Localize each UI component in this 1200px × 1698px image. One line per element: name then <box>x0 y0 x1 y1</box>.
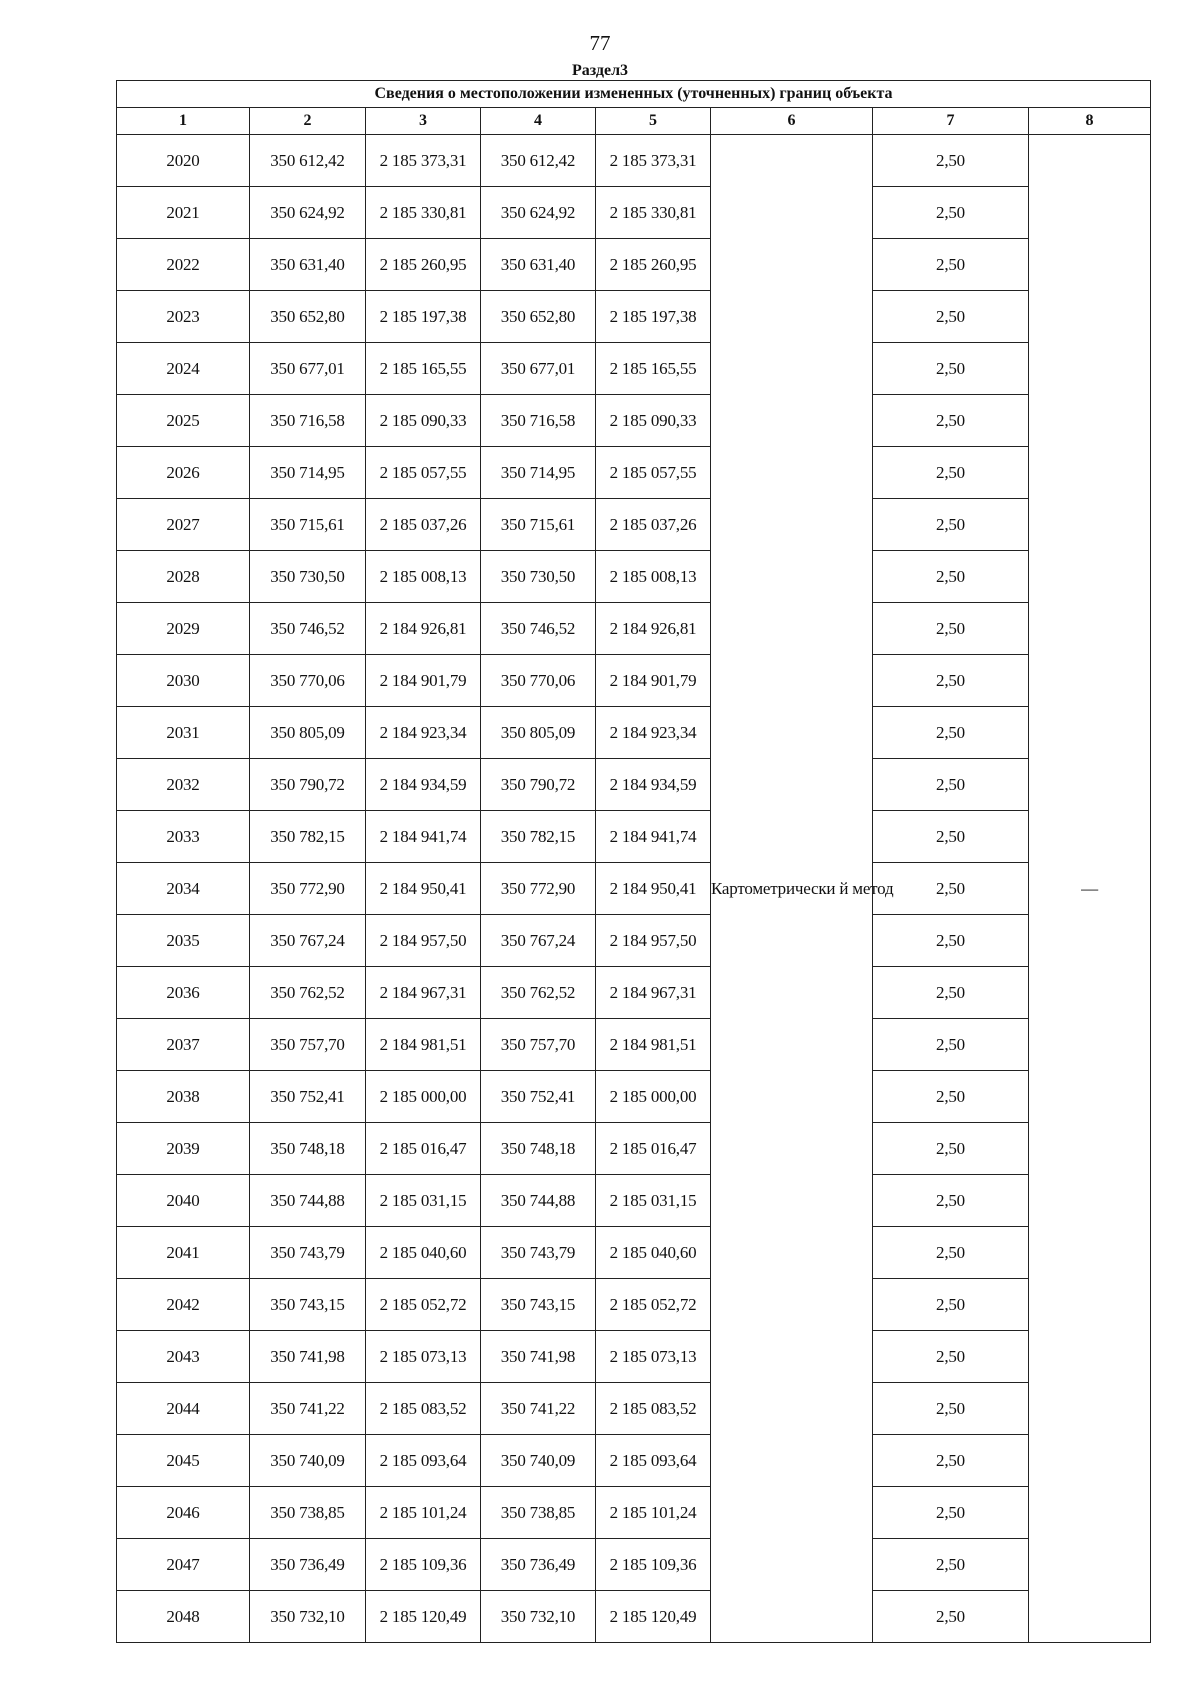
y-old-cell: 2 184 926,81 <box>366 603 481 655</box>
precision-cell: 2,50 <box>873 1123 1029 1175</box>
point-number-cell: 2046 <box>117 1487 250 1539</box>
y-new-cell: 2 185 040,60 <box>596 1227 711 1279</box>
x-new-cell: 350 782,15 <box>481 811 596 863</box>
x-new-cell: 350 624,92 <box>481 187 596 239</box>
y-new-cell: 2 184 923,34 <box>596 707 711 759</box>
table-row <box>117 1175 1151 1227</box>
point-number-cell: 2039 <box>117 1123 250 1175</box>
point-number-cell: 2024 <box>117 343 250 395</box>
y-new-cell: 2 184 957,50 <box>596 915 711 967</box>
x-new-cell: 350 741,22 <box>481 1383 596 1435</box>
y-old-cell: 2 184 967,31 <box>366 967 481 1019</box>
precision-cell: 2,50 <box>873 915 1029 967</box>
point-number-cell: 2025 <box>117 395 250 447</box>
table-row <box>117 863 1151 915</box>
point-number-cell: 2047 <box>117 1539 250 1591</box>
method-cell: Картометрически й метод <box>711 135 873 1643</box>
point-number-cell: 2041 <box>117 1227 250 1279</box>
x-new-cell: 350 740,09 <box>481 1435 596 1487</box>
point-number-cell: 2044 <box>117 1383 250 1435</box>
precision-cell: 2,50 <box>873 1331 1029 1383</box>
precision-cell: 2,50 <box>873 499 1029 551</box>
precision-cell: 2,50 <box>873 1227 1029 1279</box>
y-new-cell: 2 185 090,33 <box>596 395 711 447</box>
y-new-cell: 2 185 101,24 <box>596 1487 711 1539</box>
precision-cell: 2,50 <box>873 239 1029 291</box>
y-new-cell: 2 185 073,13 <box>596 1331 711 1383</box>
table-row <box>117 915 1151 967</box>
x-new-cell: 350 744,88 <box>481 1175 596 1227</box>
x-new-cell: 350 746,52 <box>481 603 596 655</box>
x-new-cell: 350 716,58 <box>481 395 596 447</box>
x-old-cell: 350 743,15 <box>250 1279 366 1331</box>
y-new-cell: 2 185 052,72 <box>596 1279 711 1331</box>
y-old-cell: 2 184 901,79 <box>366 655 481 707</box>
notes-cell: — <box>1029 135 1151 1643</box>
point-number-cell: 2021 <box>117 187 250 239</box>
point-number-cell: 2028 <box>117 551 250 603</box>
table-row <box>117 707 1151 759</box>
y-new-cell: 2 184 981,51 <box>596 1019 711 1071</box>
point-number-cell: 2042 <box>117 1279 250 1331</box>
y-old-cell: 2 185 120,49 <box>366 1591 481 1643</box>
table-row <box>117 291 1151 343</box>
y-old-cell: 2 184 934,59 <box>366 759 481 811</box>
x-new-cell: 350 714,95 <box>481 447 596 499</box>
x-old-cell: 350 631,40 <box>250 239 366 291</box>
precision-cell: 2,50 <box>873 291 1029 343</box>
table-row <box>117 239 1151 291</box>
y-new-cell: 2 185 330,81 <box>596 187 711 239</box>
x-old-cell: 350 741,22 <box>250 1383 366 1435</box>
y-new-cell: 2 185 008,13 <box>596 551 711 603</box>
x-old-cell: 350 715,61 <box>250 499 366 551</box>
column-header: 8 <box>1029 108 1151 135</box>
precision-cell: 2,50 <box>873 759 1029 811</box>
y-new-cell: 2 185 165,55 <box>596 343 711 395</box>
precision-cell: 2,50 <box>873 863 1029 915</box>
x-old-cell: 350 782,15 <box>250 811 366 863</box>
x-old-cell: 350 746,52 <box>250 603 366 655</box>
precision-cell: 2,50 <box>873 1019 1029 1071</box>
table-row <box>117 499 1151 551</box>
y-new-cell: 2 185 120,49 <box>596 1591 711 1643</box>
point-number-cell: 2035 <box>117 915 250 967</box>
x-old-cell: 350 743,79 <box>250 1227 366 1279</box>
precision-cell: 2,50 <box>873 395 1029 447</box>
y-old-cell: 2 184 941,74 <box>366 811 481 863</box>
y-old-cell: 2 185 000,00 <box>366 1071 481 1123</box>
x-old-cell: 350 677,01 <box>250 343 366 395</box>
page-number: 77 <box>589 31 611 55</box>
y-old-cell: 2 184 957,50 <box>366 915 481 967</box>
y-old-cell: 2 184 950,41 <box>366 863 481 915</box>
y-old-cell: 2 185 016,47 <box>366 1123 481 1175</box>
y-old-cell: 2 185 052,72 <box>366 1279 481 1331</box>
x-new-cell: 350 752,41 <box>481 1071 596 1123</box>
x-old-cell: 350 652,80 <box>250 291 366 343</box>
table-row <box>117 603 1151 655</box>
y-new-cell: 2 185 373,31 <box>596 135 711 187</box>
column-header: 5 <box>596 108 711 135</box>
point-number-cell: 2029 <box>117 603 250 655</box>
precision-cell: 2,50 <box>873 135 1029 187</box>
y-new-cell: 2 184 941,74 <box>596 811 711 863</box>
y-old-cell: 2 184 981,51 <box>366 1019 481 1071</box>
y-old-cell: 2 185 083,52 <box>366 1383 481 1435</box>
y-old-cell: 2 185 373,31 <box>366 135 481 187</box>
point-number-cell: 2043 <box>117 1331 250 1383</box>
y-old-cell: 2 185 093,64 <box>366 1435 481 1487</box>
precision-cell: 2,50 <box>873 1279 1029 1331</box>
table-row <box>117 1019 1151 1071</box>
point-number-cell: 2026 <box>117 447 250 499</box>
x-new-cell: 350 730,50 <box>481 551 596 603</box>
y-new-cell: 2 184 901,79 <box>596 655 711 707</box>
x-old-cell: 350 744,88 <box>250 1175 366 1227</box>
precision-cell: 2,50 <box>873 655 1029 707</box>
point-number-cell: 2037 <box>117 1019 250 1071</box>
table-row <box>117 655 1151 707</box>
x-old-cell: 350 790,72 <box>250 759 366 811</box>
precision-cell: 2,50 <box>873 343 1029 395</box>
x-new-cell: 350 772,90 <box>481 863 596 915</box>
y-new-cell: 2 185 031,15 <box>596 1175 711 1227</box>
precision-cell: 2,50 <box>873 551 1029 603</box>
x-new-cell: 350 805,09 <box>481 707 596 759</box>
table-row <box>117 1383 1151 1435</box>
x-new-cell: 350 715,61 <box>481 499 596 551</box>
precision-cell: 2,50 <box>873 603 1029 655</box>
x-old-cell: 350 772,90 <box>250 863 366 915</box>
x-new-cell: 350 762,52 <box>481 967 596 1019</box>
precision-cell: 2,50 <box>873 707 1029 759</box>
table-row <box>117 811 1151 863</box>
y-new-cell: 2 185 197,38 <box>596 291 711 343</box>
y-new-cell: 2 184 967,31 <box>596 967 711 1019</box>
x-old-cell: 350 624,92 <box>250 187 366 239</box>
y-new-cell: 2 185 083,52 <box>596 1383 711 1435</box>
table-row <box>117 1331 1151 1383</box>
point-number-cell: 2048 <box>117 1591 250 1643</box>
table-body <box>117 135 1151 1643</box>
x-old-cell: 350 757,70 <box>250 1019 366 1071</box>
table-row <box>117 135 1151 187</box>
x-new-cell: 350 743,15 <box>481 1279 596 1331</box>
x-old-cell: 350 770,06 <box>250 655 366 707</box>
point-number-cell: 2038 <box>117 1071 250 1123</box>
column-header: 3 <box>366 108 481 135</box>
y-old-cell: 2 185 037,26 <box>366 499 481 551</box>
table-row <box>117 447 1151 499</box>
x-new-cell: 350 790,72 <box>481 759 596 811</box>
point-number-cell: 2033 <box>117 811 250 863</box>
table-caption: Сведения о местоположении измененных (уточненных) границ объекта <box>117 81 1151 108</box>
precision-cell: 2,50 <box>873 1383 1029 1435</box>
y-old-cell: 2 185 197,38 <box>366 291 481 343</box>
precision-cell: 2,50 <box>873 1539 1029 1591</box>
column-header: 2 <box>250 108 366 135</box>
x-new-cell: 350 741,98 <box>481 1331 596 1383</box>
y-new-cell: 2 185 109,36 <box>596 1539 711 1591</box>
y-old-cell: 2 185 260,95 <box>366 239 481 291</box>
column-header: 6 <box>711 108 873 135</box>
table-row <box>117 551 1151 603</box>
precision-cell: 2,50 <box>873 1487 1029 1539</box>
y-new-cell: 2 184 950,41 <box>596 863 711 915</box>
table-row <box>117 967 1151 1019</box>
table-row <box>117 343 1151 395</box>
y-new-cell: 2 185 093,64 <box>596 1435 711 1487</box>
point-number-cell: 2031 <box>117 707 250 759</box>
column-header: 4 <box>481 108 596 135</box>
precision-cell: 2,50 <box>873 1435 1029 1487</box>
x-old-cell: 350 740,09 <box>250 1435 366 1487</box>
y-old-cell: 2 185 109,36 <box>366 1539 481 1591</box>
point-number-cell: 2040 <box>117 1175 250 1227</box>
table-row <box>117 1435 1151 1487</box>
table-row <box>117 1227 1151 1279</box>
x-old-cell: 350 716,58 <box>250 395 366 447</box>
y-old-cell: 2 185 165,55 <box>366 343 481 395</box>
x-new-cell: 350 612,42 <box>481 135 596 187</box>
point-number-cell: 2032 <box>117 759 250 811</box>
point-number-cell: 2022 <box>117 239 250 291</box>
x-old-cell: 350 730,50 <box>250 551 366 603</box>
column-header: 1 <box>117 108 250 135</box>
x-new-cell: 350 743,79 <box>481 1227 596 1279</box>
x-old-cell: 350 741,98 <box>250 1331 366 1383</box>
table-row <box>117 1123 1151 1175</box>
y-old-cell: 2 185 073,13 <box>366 1331 481 1383</box>
table-row <box>117 187 1151 239</box>
x-new-cell: 350 652,80 <box>481 291 596 343</box>
x-old-cell: 350 748,18 <box>250 1123 366 1175</box>
y-old-cell: 2 185 031,15 <box>366 1175 481 1227</box>
point-number-cell: 2020 <box>117 135 250 187</box>
precision-cell: 2,50 <box>873 1591 1029 1643</box>
y-old-cell: 2 185 057,55 <box>366 447 481 499</box>
column-header: 7 <box>873 108 1029 135</box>
x-new-cell: 350 631,40 <box>481 239 596 291</box>
precision-cell: 2,50 <box>873 447 1029 499</box>
table-row <box>117 1591 1151 1643</box>
table-row <box>117 759 1151 811</box>
x-new-cell: 350 736,49 <box>481 1539 596 1591</box>
y-new-cell: 2 185 016,47 <box>596 1123 711 1175</box>
x-old-cell: 350 714,95 <box>250 447 366 499</box>
y-old-cell: 2 185 008,13 <box>366 551 481 603</box>
x-new-cell: 350 770,06 <box>481 655 596 707</box>
table-row <box>117 395 1151 447</box>
x-new-cell: 350 677,01 <box>481 343 596 395</box>
x-new-cell: 350 757,70 <box>481 1019 596 1071</box>
x-old-cell: 350 612,42 <box>250 135 366 187</box>
y-old-cell: 2 185 330,81 <box>366 187 481 239</box>
precision-cell: 2,50 <box>873 187 1029 239</box>
precision-cell: 2,50 <box>873 1175 1029 1227</box>
y-new-cell: 2 184 926,81 <box>596 603 711 655</box>
x-new-cell: 350 738,85 <box>481 1487 596 1539</box>
precision-cell: 2,50 <box>873 1071 1029 1123</box>
x-new-cell: 350 748,18 <box>481 1123 596 1175</box>
point-number-cell: 2023 <box>117 291 250 343</box>
table-row <box>117 1071 1151 1123</box>
table-row <box>117 1279 1151 1331</box>
point-number-cell: 2027 <box>117 499 250 551</box>
precision-cell: 2,50 <box>873 967 1029 1019</box>
y-old-cell: 2 185 090,33 <box>366 395 481 447</box>
y-new-cell: 2 185 057,55 <box>596 447 711 499</box>
x-old-cell: 350 767,24 <box>250 915 366 967</box>
point-number-cell: 2030 <box>117 655 250 707</box>
boundary-table <box>116 80 1151 1643</box>
x-old-cell: 350 736,49 <box>250 1539 366 1591</box>
y-old-cell: 2 185 101,24 <box>366 1487 481 1539</box>
point-number-cell: 2045 <box>117 1435 250 1487</box>
y-new-cell: 2 185 037,26 <box>596 499 711 551</box>
precision-cell: 2,50 <box>873 811 1029 863</box>
y-old-cell: 2 184 923,34 <box>366 707 481 759</box>
x-old-cell: 350 805,09 <box>250 707 366 759</box>
x-new-cell: 350 732,10 <box>481 1591 596 1643</box>
point-number-cell: 2036 <box>117 967 250 1019</box>
y-new-cell: 2 185 000,00 <box>596 1071 711 1123</box>
x-old-cell: 350 752,41 <box>250 1071 366 1123</box>
x-old-cell: 350 762,52 <box>250 967 366 1019</box>
table-row <box>117 1487 1151 1539</box>
section-title: Раздел3 <box>571 62 629 79</box>
y-old-cell: 2 185 040,60 <box>366 1227 481 1279</box>
x-old-cell: 350 732,10 <box>250 1591 366 1643</box>
x-old-cell: 350 738,85 <box>250 1487 366 1539</box>
y-new-cell: 2 184 934,59 <box>596 759 711 811</box>
point-number-cell: 2034 <box>117 863 250 915</box>
y-new-cell: 2 185 260,95 <box>596 239 711 291</box>
table-row <box>117 1539 1151 1591</box>
x-new-cell: 350 767,24 <box>481 915 596 967</box>
